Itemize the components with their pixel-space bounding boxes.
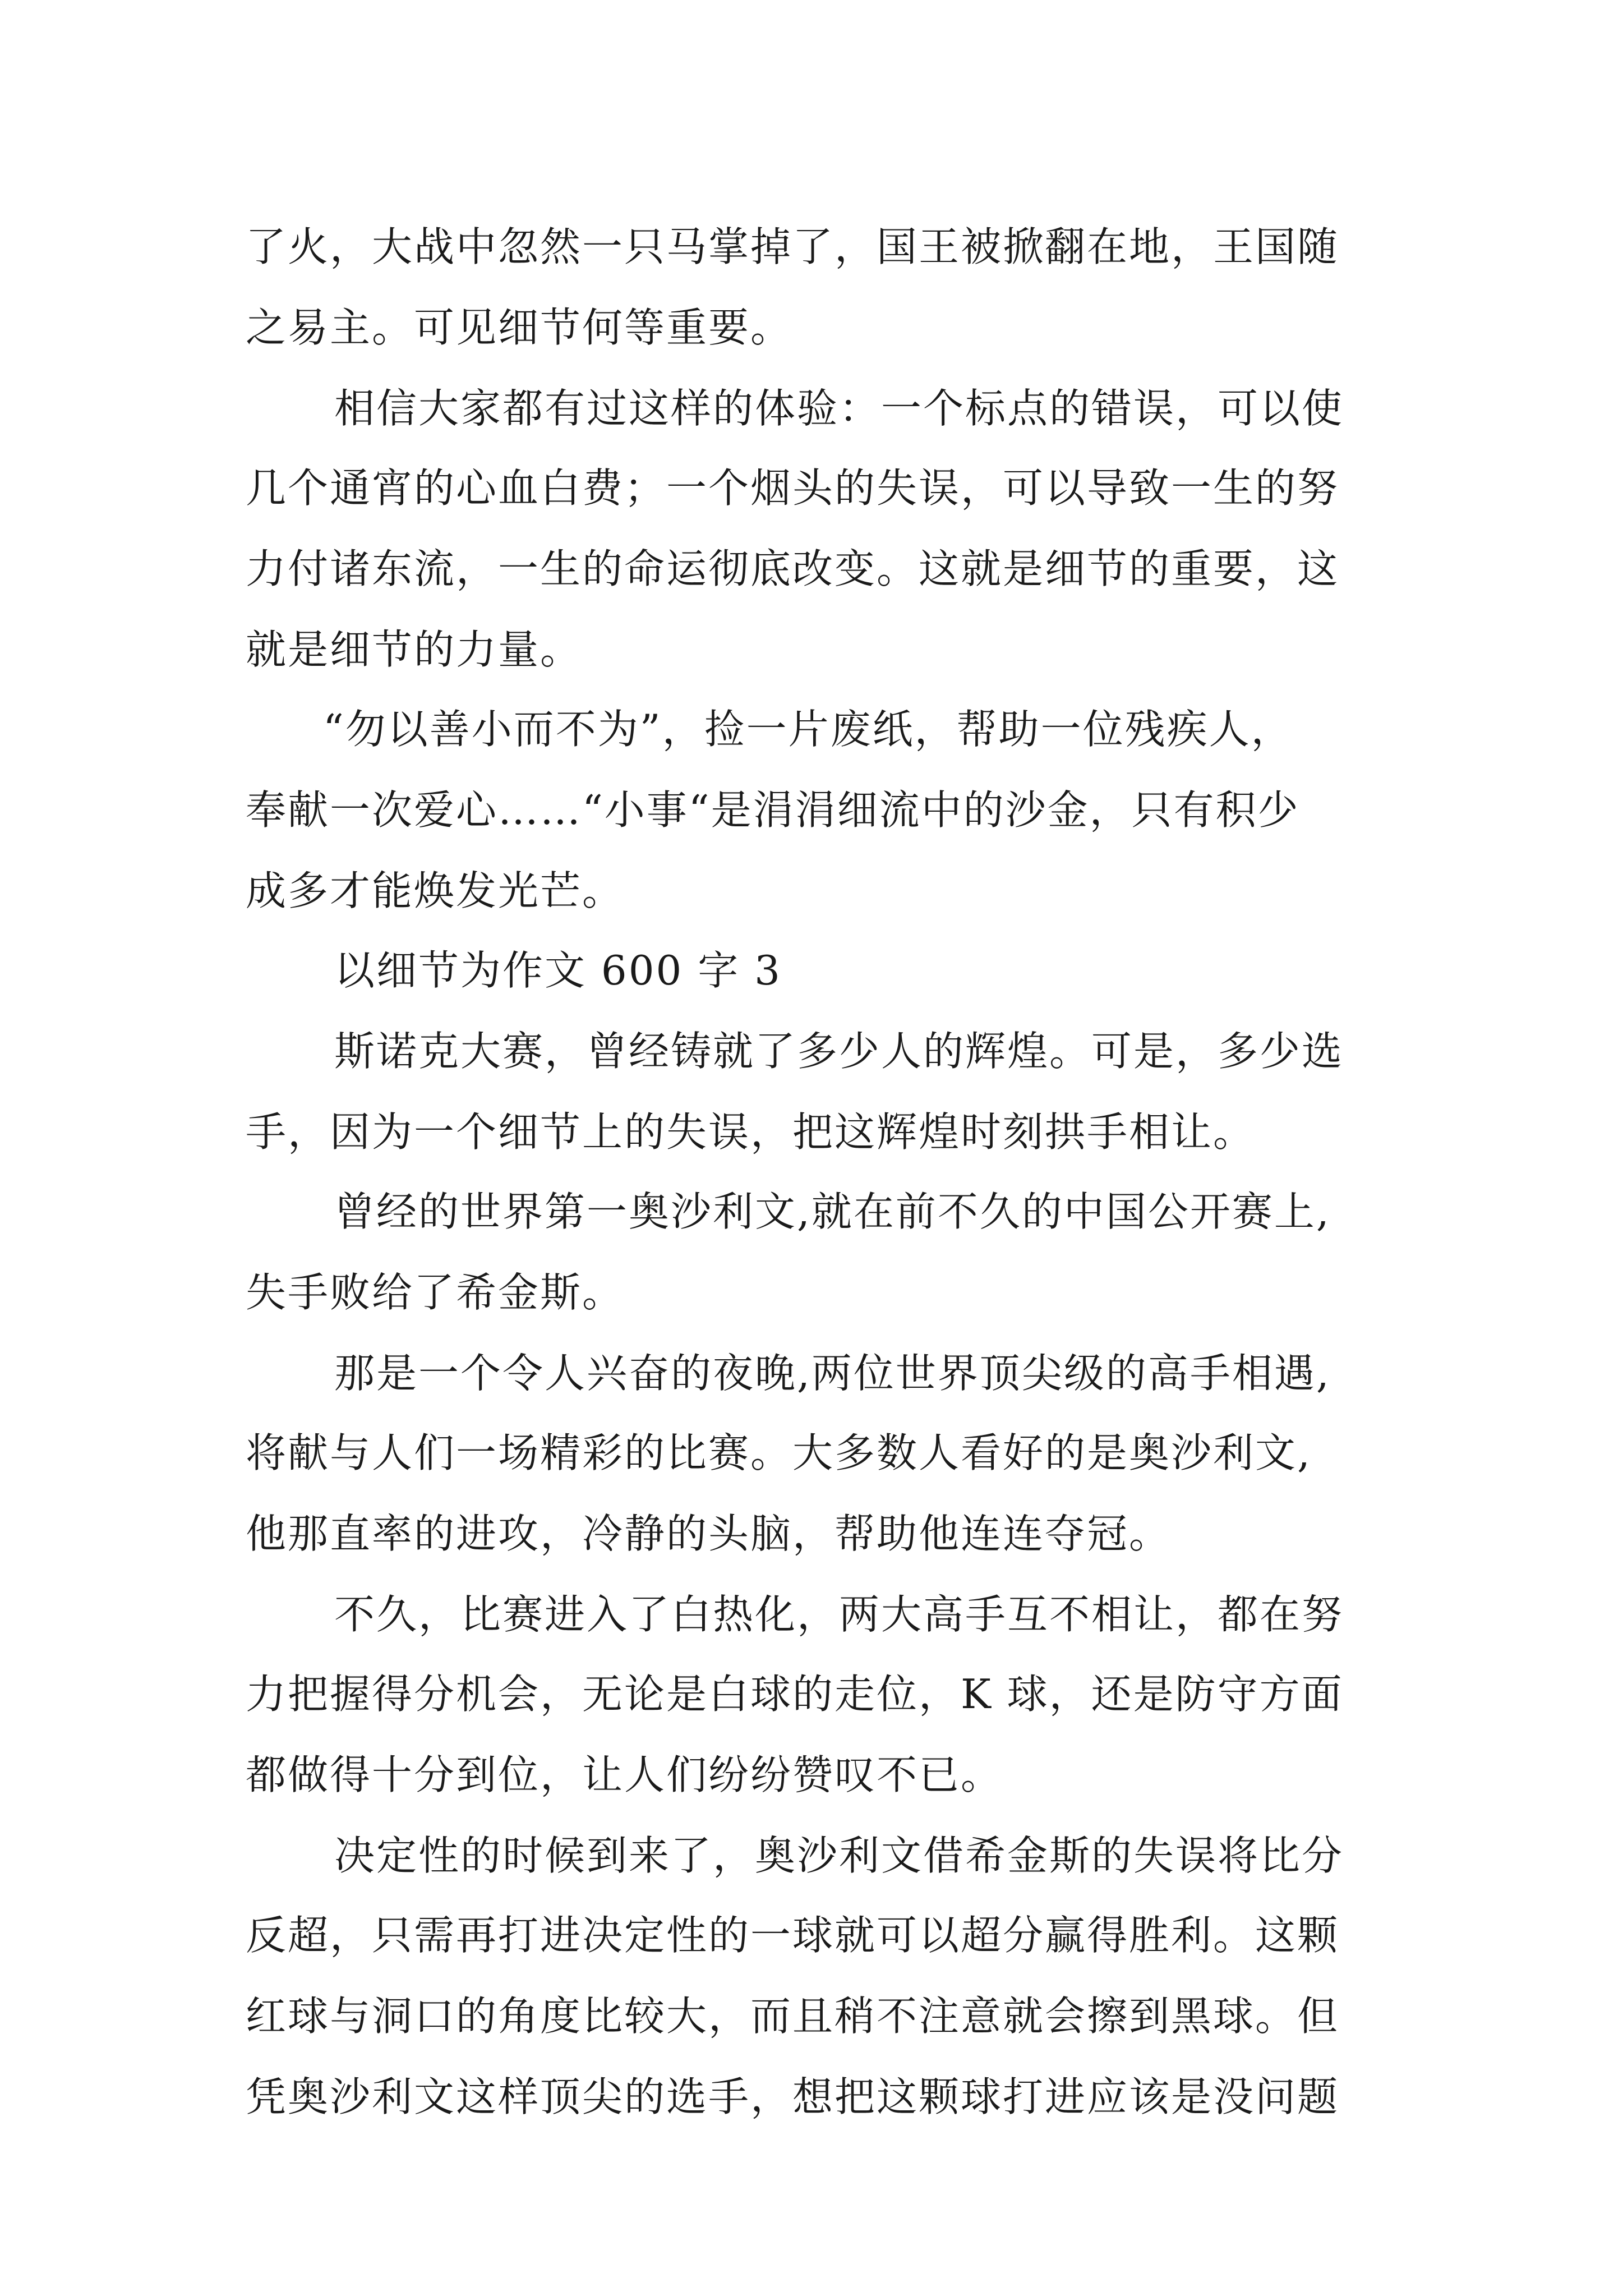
text-line: 都做得十分到位，让人们纷纷赞叹不已。 (246, 1751, 1003, 1798)
text-line: 将献与人们一场精彩的比赛。大多数人看好的是奥沙利文, (246, 1429, 1312, 1476)
paragraph-start-line: 那是一个令人兴奋的夜晚,两位世界顶尖级的高手相遇, (334, 1350, 1331, 1397)
text-line: 奉献一次爱心……“小事“是涓涓细流中的沙金，只有积少 (246, 786, 1300, 834)
text-line: 就是细节的力量。 (246, 626, 583, 673)
text-line: 失手败给了希金斯。 (246, 1269, 625, 1316)
paragraph-start-line: 斯诺克大赛，曾经铸就了多少人的辉煌。可是，多少选 (334, 1028, 1344, 1075)
text-line: 反超，只需再打进决定性的一球就可以超分赢得胜利。这颗 (246, 1912, 1340, 1959)
paragraph-start-line: “勿以善小而不为”，捡一片废纸，帮助一位残疾人， (323, 706, 1293, 753)
text-line: 凭奥沙利文这样顶尖的选手，想把这颗球打进应该是没问题 (246, 2073, 1340, 2120)
text-line: 力付诸东流，一生的命运彻底改变。这就是细节的重要，这 (246, 545, 1340, 592)
text-line: 几个通宵的心血白费；一个烟头的失误，可以导致一生的努 (246, 464, 1340, 512)
text-line: 他那直率的进攻，冷静的头脑，帮助他连连夺冠。 (246, 1510, 1172, 1557)
paragraph-start-line: 相信大家都有过这样的体验：一个标点的错误，可以使 (334, 385, 1344, 432)
text-line: 成多才能焕发光芒。 (246, 867, 625, 914)
text-line: 手，因为一个细节上的失误，把这辉煌时刻拱手相让。 (246, 1108, 1256, 1156)
paragraph-start-line: 曾经的世界第一奥沙利文,就在前不久的中国公开赛上, (334, 1188, 1331, 1235)
text-line: 之易主。可见细节何等重要。 (246, 304, 793, 351)
paragraph-start-line: 决定性的时候到来了，奥沙利文借希金斯的失误将比分 (334, 1832, 1344, 1879)
text-line: 红球与洞口的角度比较大，而且稍不注意就会擦到黑球。但 (246, 1993, 1340, 2040)
paragraph-start-line: 不久，比赛进入了白热化，两大高手互不相让，都在努 (334, 1591, 1344, 1638)
text-line: 了火，大战中忽然一只马掌掉了，国王被掀翻在地，王国随 (246, 223, 1340, 270)
text-line: 力把握得分机会，无论是白球的走位，K 球，还是防守方面 (246, 1671, 1344, 1718)
section-heading: 以细节为作文 600 字 3 (334, 947, 782, 994)
